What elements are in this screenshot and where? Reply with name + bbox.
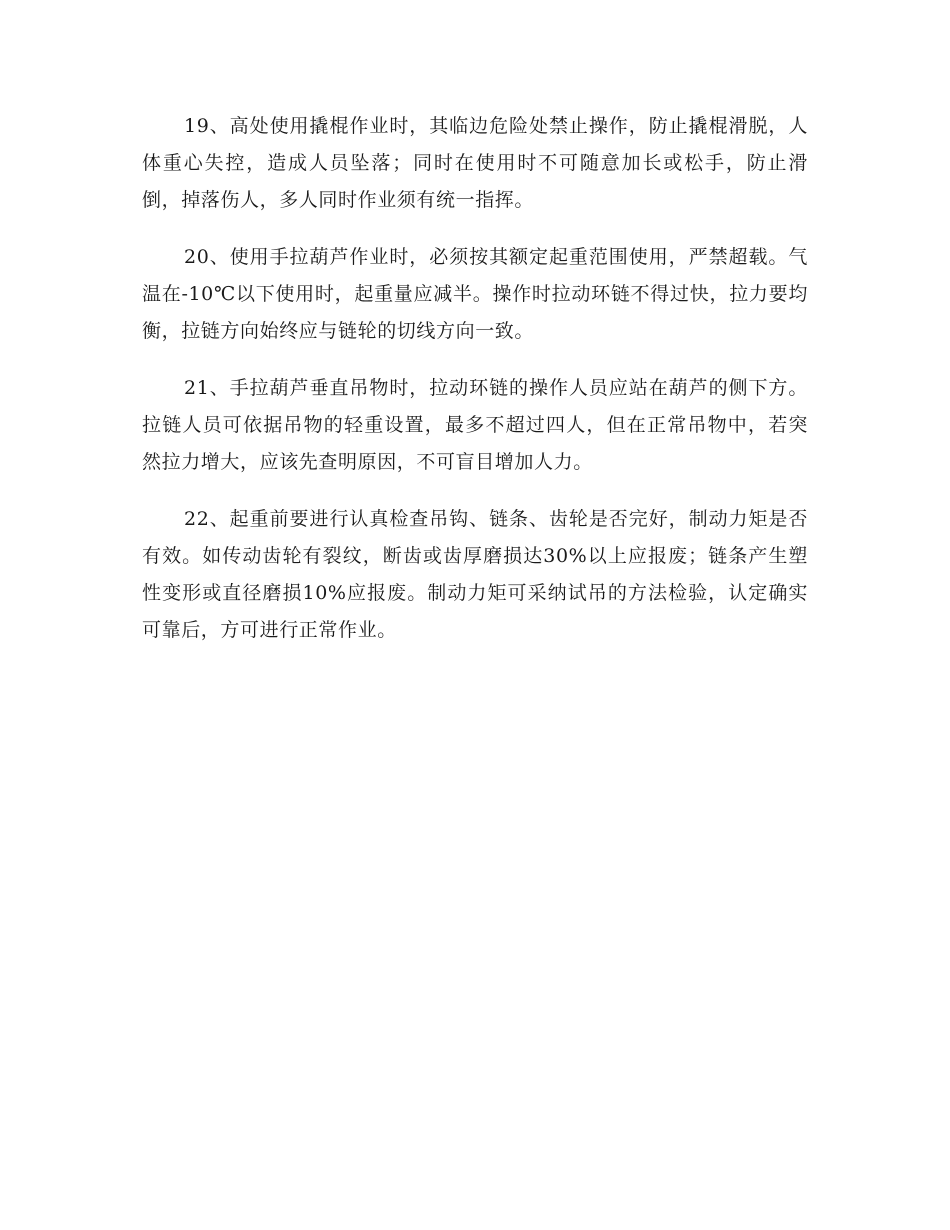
paragraph-22: 22、起重前要进行认真检查吊钩、链条、齿轮是否完好，制动力矩是否有效。如传动齿轮有裂纹，断齿或齿厚磨损达30%以上应报废；链条产生塑性变形或直径磨损10%应报废。制动力矩可采纳试吊的方法检验，认定确实可靠后，方可进行正常作业。 [142,508,808,641]
paragraph-20: 20、使用手拉葫芦作业时，必须按其额定起重范围使用，严禁超载。气温在-10℃以下使用时，起重量应减半。操作时拉动环链不得过快，拉力要均衡，拉链方向始终应与链轮的切线方向一致。 [142,246,808,342]
paragraph-19: 19、高处使用撬棍作业时，其临边危险处禁止操作，防止撬棍滑脱，人体重心失控，造成人员坠落；同时在使用时不可随意加长或松手，防止滑倒，掉落伤人，多人同时作业须有统一指挥。 [142,115,808,211]
document-body [142,108,808,669]
paragraph-21: 21、手拉葫芦垂直吊物时，拉动环链的操作人员应站在葫芦的侧下方。拉链人员可依据吊物的轻重设置，最多不超过四人，但在正常吊物中，若突然拉力增大，应该先查明原因，不可盲目增加人力。 [142,377,808,473]
